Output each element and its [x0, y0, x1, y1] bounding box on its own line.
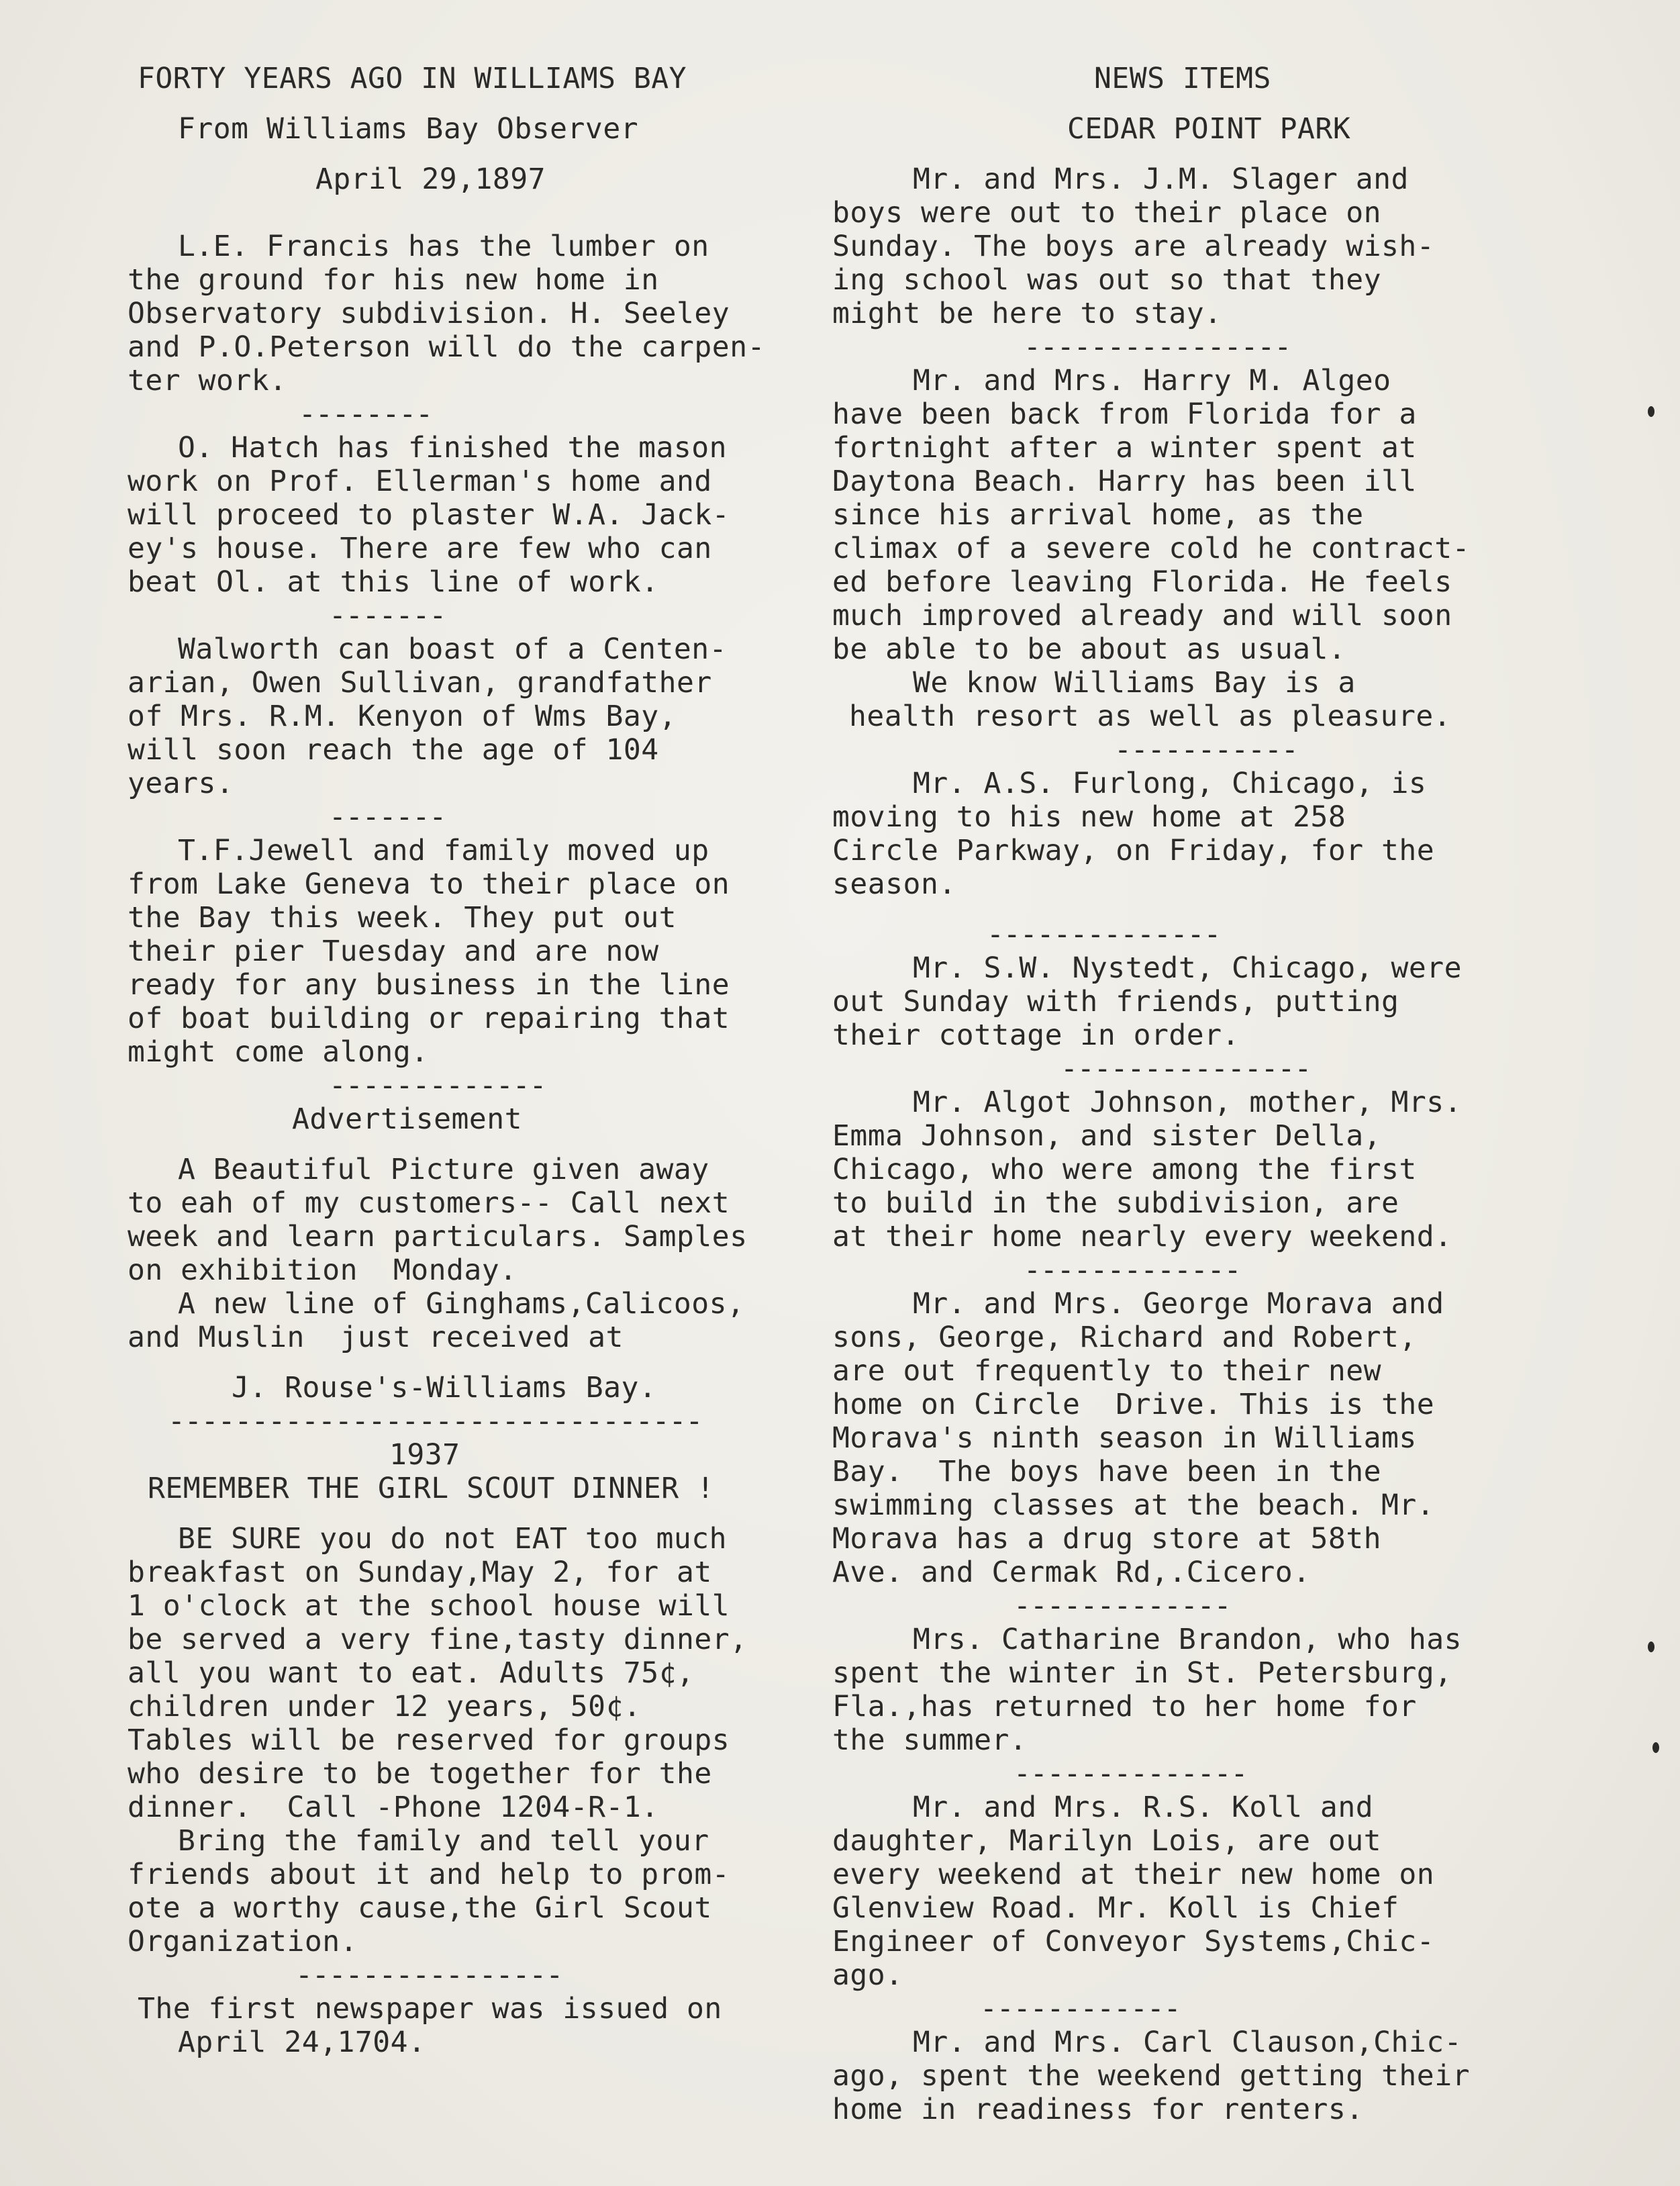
text-line: boys were out to their place on — [832, 196, 1382, 230]
text-line: years. — [128, 767, 234, 800]
text-line: climax of a severe cold he contract- — [832, 532, 1470, 565]
text-line: might be here to stay. — [832, 297, 1222, 330]
text-line: Organization. — [128, 1925, 358, 1958]
text-line: will proceed to plaster W.A. Jack- — [128, 498, 730, 532]
text-line: of Mrs. R.M. Kenyon of Wms Bay, — [128, 700, 677, 733]
text-line: health resort as well as pleasure. — [849, 700, 1452, 733]
year-heading: 1937 — [389, 1438, 460, 1472]
divider: -------- — [299, 397, 433, 431]
text-line: be able to be about as usual. — [832, 632, 1346, 666]
text-line: and Muslin just received at — [128, 1321, 624, 1354]
text-line: ed before leaving Florida. He feels — [832, 565, 1452, 599]
right-header: NEWS ITEMS — [1094, 62, 1271, 95]
text-line: ey's house. There are few who can — [128, 532, 712, 565]
ink-mark — [1648, 1642, 1654, 1652]
news-item-nystedt — [832, 951, 1544, 1052]
text-line: children under 12 years, 50¢. — [128, 1690, 642, 1723]
text-line: Sunday. The boys are already wish- — [832, 230, 1435, 263]
text-line: ter work. — [128, 364, 287, 397]
text-line: fortnight after a winter spent at — [832, 431, 1417, 465]
news-item-brandon — [832, 1623, 1544, 1757]
divider: -------------- — [987, 918, 1221, 951]
newspaper-fact — [128, 1992, 839, 2059]
text-line: have been back from Florida for a — [832, 397, 1417, 431]
news-item-slager — [832, 162, 1544, 330]
text-line: Mr. Algot Johnson, mother, Mrs. — [913, 1086, 1463, 1119]
text-line: ote a worthy cause,the Girl Scout — [128, 1891, 712, 1925]
text-line: to eah of my customers-- Call next — [128, 1186, 730, 1220]
advertisement-body — [128, 1153, 839, 1354]
text-line: Walworth can boast of a Centen- — [178, 632, 728, 666]
text-line: A new line of Ginghams,Calicoos, — [178, 1287, 745, 1321]
text-line: might come along. — [128, 1035, 429, 1069]
text-line: Fla.,has returned to her home for — [832, 1690, 1417, 1723]
divider: ------- — [329, 599, 446, 632]
divider: -------------- — [1014, 1757, 1248, 1791]
text-line: swimming classes at the beach. Mr. — [832, 1488, 1435, 1522]
news-item-algeo — [832, 364, 1544, 733]
text-line: daughter, Marilyn Lois, are out — [832, 1824, 1382, 1858]
news-item-hatch — [128, 431, 839, 599]
text-line: of boat building or repairing that — [128, 1002, 730, 1035]
text-line: all you want to eat. Adults 75¢, — [128, 1656, 695, 1690]
divider: -------------------------------- — [168, 1405, 703, 1438]
news-item-francis — [128, 230, 839, 397]
text-line: The first newspaper was issued on — [138, 1992, 722, 2026]
news-item-clauson — [832, 2026, 1544, 2126]
ad-heading: Advertisement — [292, 1102, 523, 1136]
date-line: April 29,1897 — [315, 162, 546, 196]
left-column — [128, 62, 839, 2059]
news-item-centenarian — [128, 632, 839, 800]
text-line: from Lake Geneva to their place on — [128, 867, 730, 901]
text-line: Daytona Beach. Harry has been ill — [832, 465, 1417, 498]
text-line: April 24,1704. — [178, 2026, 426, 2059]
text-line: work on Prof. Ellerman's home and — [128, 465, 712, 498]
text-line: their pier Tuesday and are now — [128, 935, 659, 968]
text-line: A Beautiful Picture given away — [178, 1153, 709, 1186]
text-line: their cottage in order. — [832, 1018, 1240, 1052]
text-line: friends about it and help to prom- — [128, 1858, 730, 1891]
text-line: ready for any business in the line — [128, 968, 730, 1002]
ink-mark — [1652, 1742, 1659, 1753]
text-line: every weekend at their new home on — [832, 1858, 1435, 1891]
text-line: sons, George, Richard and Robert, — [832, 1321, 1417, 1354]
text-line: beat Ol. at this line of work. — [128, 565, 659, 599]
text-line: Bay. The boys have been in the — [832, 1455, 1382, 1488]
text-line: dinner. Call -Phone 1204-R-1. — [128, 1791, 659, 1824]
text-line: be served a very fine,tasty dinner, — [128, 1623, 748, 1656]
text-line: since his arrival home, as the — [832, 498, 1364, 532]
text-line: Mr. and Mrs. Carl Clauson,Chic- — [913, 2026, 1463, 2059]
text-line: Emma Johnson, and sister Della, — [832, 1119, 1382, 1153]
text-line: Engineer of Conveyor Systems,Chic- — [832, 1925, 1435, 1958]
text-line: out Sunday with friends, putting — [832, 985, 1399, 1018]
divider: ----------- — [1114, 733, 1298, 767]
text-line: at their home nearly every weekend. — [832, 1220, 1452, 1253]
text-line: the ground for his new home in — [128, 263, 659, 297]
divider: --------------- — [1060, 1052, 1312, 1086]
divider: ------------- — [329, 1069, 546, 1102]
text-line: much improved already and will soon — [832, 599, 1452, 632]
news-item-furlong — [832, 767, 1544, 901]
ad-signature: J. Rouse's-Williams Bay. — [232, 1371, 657, 1405]
right-column — [832, 62, 1544, 2126]
text-line: who desire to be together for the — [128, 1757, 712, 1791]
divider: ------------- — [1014, 1589, 1231, 1623]
text-line: are out frequently to their new — [832, 1354, 1382, 1388]
text-line: and P.O.Peterson will do the carpen- — [128, 330, 765, 364]
text-line: ago, spent the weekend getting their — [832, 2059, 1470, 2093]
text-line: breakfast on Sunday,May 2, for at — [128, 1556, 712, 1589]
text-line: T.F.Jewell and family moved up — [178, 834, 709, 867]
text-line: Mr. and Mrs. George Morava and — [913, 1287, 1444, 1321]
ink-mark — [1648, 406, 1654, 417]
text-line: ing school was out so that they — [832, 263, 1382, 297]
scout-dinner-body — [128, 1522, 839, 1958]
text-line: week and learn particulars. Samples — [128, 1220, 748, 1253]
divider: ---------------- — [1024, 330, 1291, 364]
text-line: moving to his new home at 258 — [832, 800, 1346, 834]
news-item-jewell — [128, 834, 839, 1069]
text-line: Observatory subdivision. H. Seeley — [128, 297, 730, 330]
text-line: home in readiness for renters. — [832, 2093, 1364, 2126]
text-line: the Bay this week. They put out — [128, 901, 677, 935]
text-line: O. Hatch has finished the mason — [178, 431, 728, 465]
text-line: 1 o'clock at the school house will — [128, 1589, 730, 1623]
text-line: Mr. and Mrs. R.S. Koll and — [913, 1791, 1374, 1824]
text-line: Circle Parkway, on Friday, for the — [832, 834, 1435, 867]
text-line: Ave. and Cermak Rd,.Cicero. — [832, 1556, 1311, 1589]
text-line: Glenview Road. Mr. Koll is Chief — [832, 1891, 1399, 1925]
news-item-koll — [832, 1791, 1544, 1992]
text-line: Mr. S.W. Nystedt, Chicago, were — [913, 951, 1463, 985]
text-line: Mr. and Mrs. Harry M. Algeo — [913, 364, 1391, 397]
text-line: on exhibition Monday. — [128, 1253, 517, 1287]
news-item-johnson — [832, 1086, 1544, 1253]
text-line: Mrs. Catharine Brandon, who has — [913, 1623, 1463, 1656]
text-line: Morava has a drug store at 58th — [832, 1522, 1382, 1556]
text-line: arian, Owen Sullivan, grandfather — [128, 666, 712, 700]
text-line: BE SURE you do not EAT too much — [178, 1522, 728, 1556]
text-line: the summer. — [832, 1723, 1028, 1757]
text-line: Mr. and Mrs. J.M. Slager and — [913, 162, 1409, 196]
text-line: will soon reach the age of 104 — [128, 733, 659, 767]
text-line: spent the winter in St. Petersburg, — [832, 1656, 1452, 1690]
divider: ------------ — [980, 1992, 1181, 2026]
text-line: to build in the subdivision, are — [832, 1186, 1399, 1220]
text-line: We know Williams Bay is a — [913, 666, 1356, 700]
divider: ---------------- — [295, 1958, 563, 1992]
text-line: Mr. A.S. Furlong, Chicago, is — [913, 767, 1427, 800]
left-header: FORTY YEARS AGO IN WILLIAMS BAY — [138, 62, 687, 95]
text-line: L.E. Francis has the lumber on — [178, 230, 709, 263]
text-line: home on Circle Drive. This is the — [832, 1388, 1435, 1421]
cedar-point-park-heading: CEDAR POINT PARK — [1067, 112, 1351, 146]
divider: ------------- — [1024, 1253, 1241, 1287]
text-line: Tables will be reserved for groups — [128, 1723, 730, 1757]
text-line: Bring the family and tell your — [178, 1824, 709, 1858]
text-line: Chicago, who were among the first — [832, 1153, 1417, 1186]
text-line: season. — [832, 867, 956, 901]
news-item-morava — [832, 1287, 1544, 1589]
text-line: ago. — [832, 1958, 903, 1992]
source-line: From Williams Bay Observer — [178, 112, 639, 146]
divider: ------- — [329, 800, 446, 834]
text-line: Morava's ninth season in Williams — [832, 1421, 1417, 1455]
scout-dinner-heading: REMEMBER THE GIRL SCOUT DINNER ! — [148, 1472, 715, 1505]
